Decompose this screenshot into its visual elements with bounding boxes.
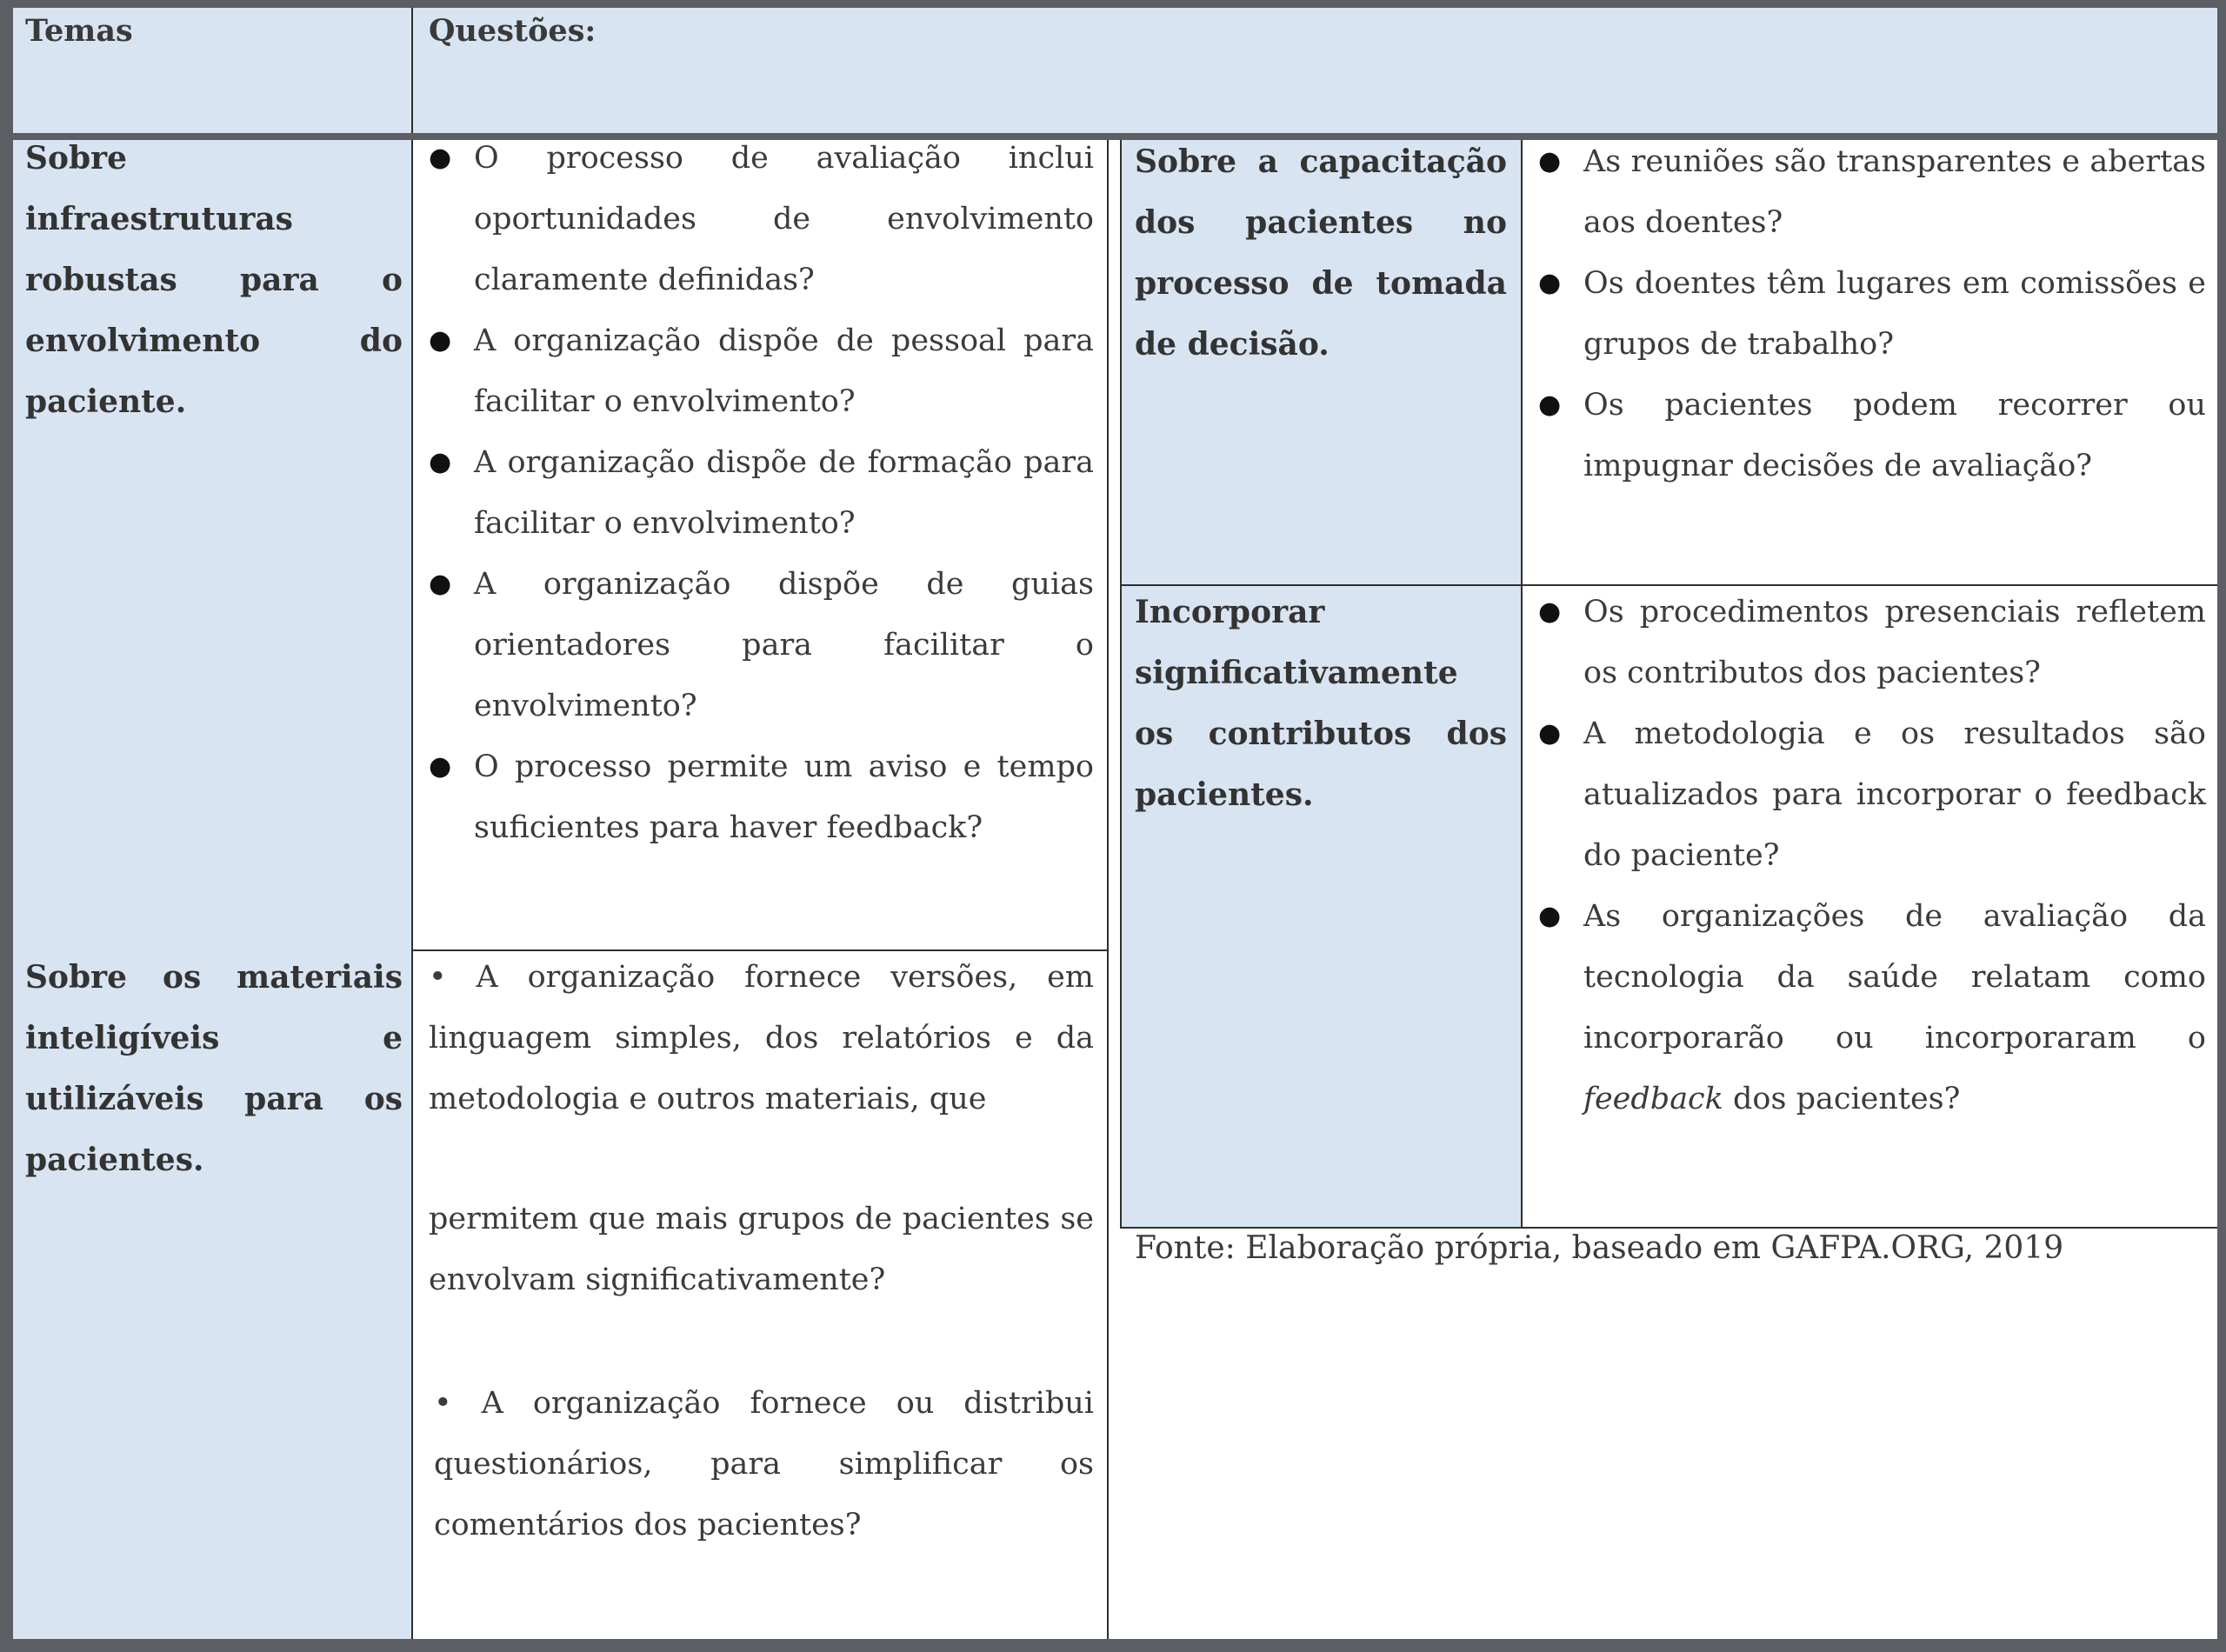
source-note: Fonte: Elaboração própria, baseado em GAFPA.ORG, 2019 — [1135, 1230, 2064, 1266]
bullet-icon: ● — [1538, 268, 1562, 298]
bullet-icon: ● — [429, 325, 452, 356]
bullet-icon: ● — [1538, 901, 1562, 931]
question-materiais-part2: permitem que mais grupos de pacientes se envolvam significativamente? — [429, 1202, 1094, 1297]
list-item: ● A organização dispõe de guias orientadores para facilitar o envolvimento? — [429, 554, 1094, 736]
right-table-bottom — [1120, 1227, 2217, 1229]
theme-materiais: Sobre os materiais inteligíveis e utilizáveis para os pacientes. — [25, 959, 403, 1178]
col-divider-3 — [1120, 140, 1122, 1227]
list-item: ● A organização dispõe de pessoal para facilitar o envolvimento? — [429, 310, 1094, 432]
bullet-icon: ● — [1538, 596, 1562, 627]
bullet-icon: ● — [1538, 390, 1562, 420]
header-row — [13, 8, 2217, 133]
bullet-icon: ● — [429, 751, 452, 782]
header-questoes: Questões: — [429, 13, 596, 49]
header-divider — [411, 8, 413, 133]
bullet-icon: ● — [429, 447, 452, 477]
theme-capacitacao: Sobre a capacitação dos pacientes no processo de tomada de decisão. — [1135, 143, 1507, 363]
theme-incorporar: Incorporar significativamente os contributos dos pacientes. — [1135, 594, 1507, 813]
list-item: ● A metodologia e os resultados são atualizados para incorporar o feedback do paciente? — [1538, 703, 2206, 886]
bullet-icon: ● — [1538, 718, 1562, 749]
header-temas: Temas — [25, 13, 133, 49]
col-divider-4 — [1521, 140, 1523, 1227]
list-item: ● Os pacientes podem recorrer ou impugnar decisões de avaliação? — [1538, 375, 2206, 496]
list-item: ● A organização dispõe de formação para facilitar o envolvimento? — [429, 432, 1094, 554]
questions-capacitacao — [1538, 131, 2206, 496]
list-item: ● O processo permite um aviso e tempo suficientes para haver feedback? — [429, 736, 1094, 858]
list-item: ● Os procedimentos presenciais refletem os contributos dos pacientes? — [1538, 582, 2206, 703]
list-item: ● As reuniões são transparentes e abertas aos doentes? — [1538, 131, 2206, 253]
question-materiais-part1: • A organização fornece versões, em linguagem simples, dos relatórios e da metodologia e outros materiais, que — [429, 960, 1094, 1116]
question-materiais-part3: • A organização fornece ou distribui questionários, para simplificar os comentários dos pacientes? — [434, 1386, 1094, 1542]
list-item: ● Os doentes têm lugares em comissões e grupos de trabalho? — [1538, 253, 2206, 375]
bullet-icon: ● — [1538, 146, 1562, 177]
list-item: ● As organizações de avaliação da tecnologia da saúde relatam como incorporarão ou incorporaram o feedback dos pacientes? — [1538, 886, 2206, 1129]
questions-incorporar — [1538, 582, 2206, 1129]
list-item: ● O processo de avaliação inclui oportunidades de envolvimento claramente definidas? — [429, 128, 1094, 310]
col-divider-2 — [1107, 140, 1109, 1639]
col-divider-1 — [411, 140, 413, 1639]
theme-infraestruturas: Sobre infraestruturas robustas para o envolvimento do paciente. — [25, 140, 403, 420]
bullet-icon: ● — [429, 569, 452, 599]
bullet-icon: ● — [429, 143, 452, 173]
questions-infraestruturas — [429, 128, 1094, 858]
